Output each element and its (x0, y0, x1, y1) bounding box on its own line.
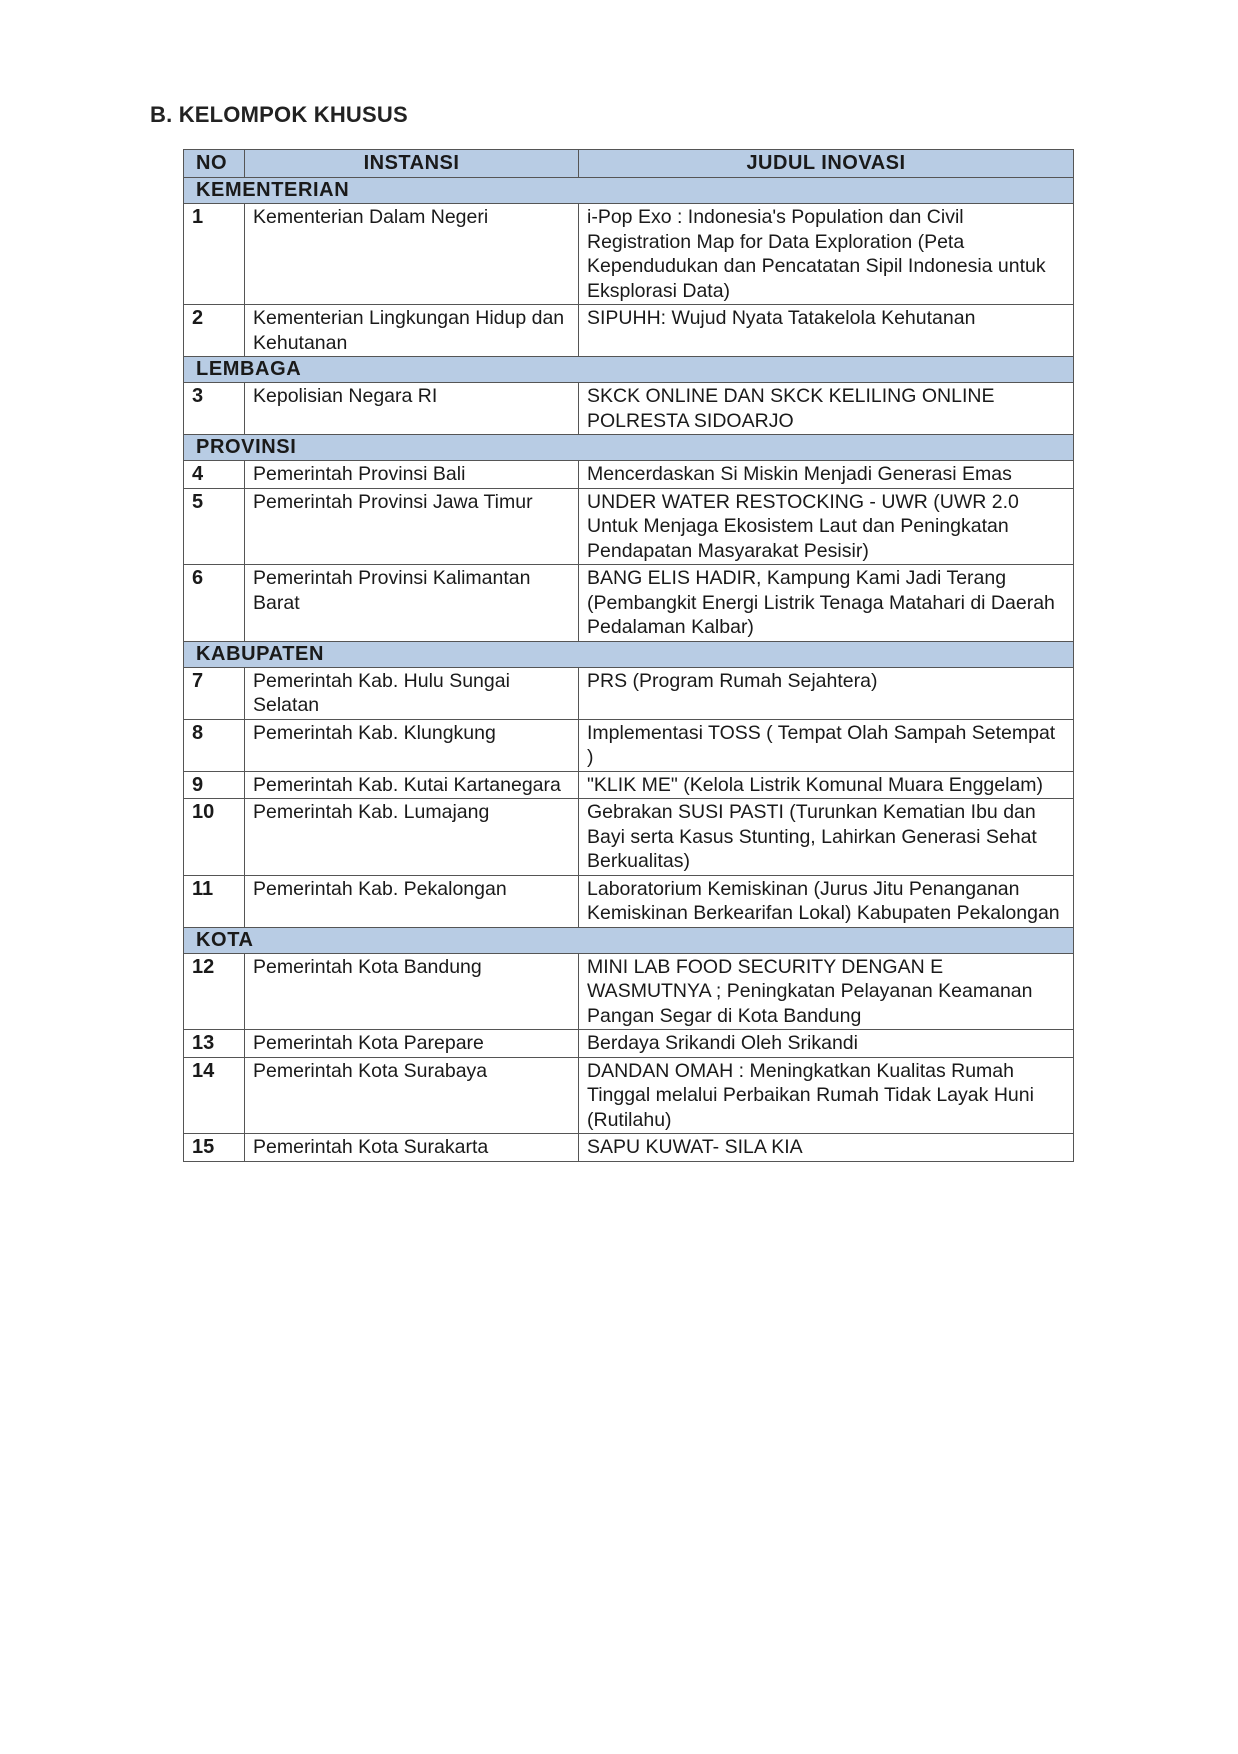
group-row (184, 357, 1074, 383)
row-instansi: Pemerintah Kab. Klungkung (245, 719, 579, 771)
table-row (184, 565, 1074, 642)
table-header (184, 150, 1074, 178)
table-row (184, 953, 1074, 1030)
row-instansi: Kepolisian Negara RI (245, 383, 579, 435)
table-row (184, 719, 1074, 771)
innovation-table (183, 149, 1074, 1162)
table-row (184, 461, 1074, 489)
group-label: KEMENTERIAN (184, 178, 1074, 204)
column-header-no: NO (184, 150, 245, 178)
column-header-instansi: INSTANSI (245, 150, 579, 178)
table-header-row (184, 150, 1074, 178)
row-judul: Laboratorium Kemiskinan (Jurus Jitu Penanganan Kemiskinan Berkearifan Lokal) Kabupaten Pekalongan (579, 875, 1074, 927)
row-instansi: Pemerintah Kab. Kutai Kartanegara (245, 771, 579, 799)
table-row (184, 305, 1074, 357)
group-row (184, 927, 1074, 953)
table-row (184, 383, 1074, 435)
row-number: 3 (184, 383, 245, 435)
section-title: B. KELOMPOK KHUSUS (150, 102, 408, 127)
group-row (184, 641, 1074, 667)
row-number: 9 (184, 771, 245, 799)
group-label: PROVINSI (184, 435, 1074, 461)
group-row (184, 178, 1074, 204)
row-number: 2 (184, 305, 245, 357)
row-instansi: Pemerintah Kab. Hulu Sungai Selatan (245, 667, 579, 719)
table-row (184, 204, 1074, 305)
table-row (184, 799, 1074, 876)
row-judul: Gebrakan SUSI PASTI (Turunkan Kematian Ibu dan Bayi serta Kasus Stunting, Lahirkan Generasi Sehat Berkualitas) (579, 799, 1074, 876)
row-judul: "KLIK ME" (Kelola Listrik Komunal Muara Enggelam) (579, 771, 1074, 799)
row-number: 10 (184, 799, 245, 876)
row-instansi: Kementerian Dalam Negeri (245, 204, 579, 305)
group-row (184, 435, 1074, 461)
table-row (184, 875, 1074, 927)
row-judul: Berdaya Srikandi Oleh Srikandi (579, 1030, 1074, 1058)
row-judul: Implementasi TOSS ( Tempat Olah Sampah Setempat ) (579, 719, 1074, 771)
table-row (184, 771, 1074, 799)
row-number: 1 (184, 204, 245, 305)
row-number: 15 (184, 1134, 245, 1162)
row-judul: MINI LAB FOOD SECURITY DENGAN E WASMUTNYA ; Peningkatan Pelayanan Keamanan Pangan Segar di Kota Bandung (579, 953, 1074, 1030)
row-instansi: Pemerintah Kota Parepare (245, 1030, 579, 1058)
row-number: 4 (184, 461, 245, 489)
row-number: 14 (184, 1057, 245, 1134)
row-number: 5 (184, 488, 245, 565)
row-number: 12 (184, 953, 245, 1030)
row-judul: PRS (Program Rumah Sejahtera) (579, 667, 1074, 719)
table-body (184, 178, 1074, 1162)
column-header-judul: JUDUL INOVASI (579, 150, 1074, 178)
row-number: 8 (184, 719, 245, 771)
row-instansi: Pemerintah Provinsi Kalimantan Barat (245, 565, 579, 642)
row-instansi: Kementerian Lingkungan Hidup dan Kehutanan (245, 305, 579, 357)
row-number: 7 (184, 667, 245, 719)
row-instansi: Pemerintah Kota Bandung (245, 953, 579, 1030)
row-judul: UNDER WATER RESTOCKING - UWR (UWR 2.0 Untuk Menjaga Ekosistem Laut dan Peningkatan Pendapatan Masyarakat Pesisir) (579, 488, 1074, 565)
row-instansi: Pemerintah Provinsi Jawa Timur (245, 488, 579, 565)
row-judul: Mencerdaskan Si Miskin Menjadi Generasi Emas (579, 461, 1074, 489)
row-instansi: Pemerintah Provinsi Bali (245, 461, 579, 489)
table-row (184, 667, 1074, 719)
row-number: 13 (184, 1030, 245, 1058)
row-judul: SAPU KUWAT- SILA KIA (579, 1134, 1074, 1162)
group-label: KOTA (184, 927, 1074, 953)
table-row (184, 1134, 1074, 1162)
row-judul: SIPUHH: Wujud Nyata Tatakelola Kehutanan (579, 305, 1074, 357)
row-number: 6 (184, 565, 245, 642)
row-instansi: Pemerintah Kab. Lumajang (245, 799, 579, 876)
group-label: LEMBAGA (184, 357, 1074, 383)
row-instansi: Pemerintah Kota Surakarta (245, 1134, 579, 1162)
table-row (184, 1030, 1074, 1058)
table-row (184, 488, 1074, 565)
row-instansi: Pemerintah Kota Surabaya (245, 1057, 579, 1134)
group-label: KABUPATEN (184, 641, 1074, 667)
row-judul: DANDAN OMAH : Meningkatkan Kualitas Rumah Tinggal melalui Perbaikan Rumah Tidak Layak Huni (Rutilahu) (579, 1057, 1074, 1134)
row-instansi: Pemerintah Kab. Pekalongan (245, 875, 579, 927)
row-judul: BANG ELIS HADIR, Kampung Kami Jadi Terang (Pembangkit Energi Listrik Tenaga Matahari di Daerah Pedalaman Kalbar) (579, 565, 1074, 642)
row-judul: i-Pop Exo : Indonesia's Population dan Civil Registration Map for Data Exploration (Peta Kependudukan dan Pencatatan Sipil Indonesia untuk Eksplorasi Data) (579, 204, 1074, 305)
row-judul: SKCK ONLINE DAN SKCK KELILING ONLINE POLRESTA SIDOARJO (579, 383, 1074, 435)
row-number: 11 (184, 875, 245, 927)
table-row (184, 1057, 1074, 1134)
